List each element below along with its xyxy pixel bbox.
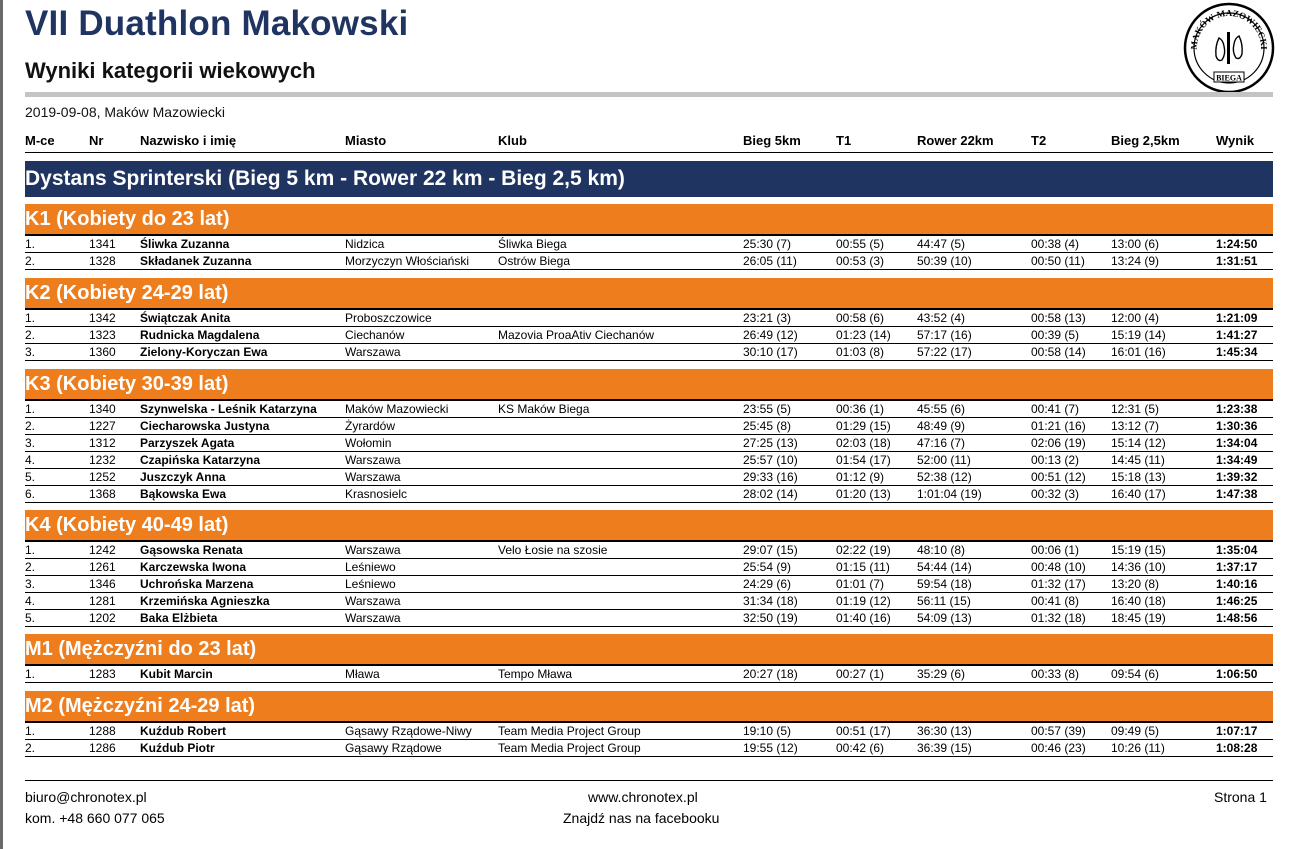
event-date-place: 2019-09-08, Maków Mazowiecki: [25, 104, 225, 120]
cell-nr: 1261: [89, 560, 116, 574]
cell-run2: 13:20 (8): [1111, 577, 1160, 591]
table-row: [25, 236, 1273, 253]
cell-t1: 00:58 (6): [836, 311, 885, 325]
cell-run2: 16:40 (18): [1111, 594, 1166, 608]
cell-t2: 00:33 (8): [1031, 667, 1080, 681]
cell-t2: 00:41 (7): [1031, 402, 1080, 416]
cell-name: Baka Elżbieta: [140, 611, 218, 625]
cell-t2: 00:46 (23): [1031, 741, 1086, 755]
cell-t2: 00:32 (3): [1031, 487, 1080, 501]
cell-bike: 45:55 (6): [917, 402, 966, 416]
cell-run1: 26:49 (12): [743, 328, 798, 342]
cell-run2: 13:00 (6): [1111, 237, 1160, 251]
cell-place: 1.: [25, 543, 36, 557]
cell-run1: 25:54 (9): [743, 560, 792, 574]
cell-t1: 01:20 (13): [836, 487, 891, 501]
cell-t2: 00:06 (1): [1031, 543, 1080, 557]
cell-t1: 00:36 (1): [836, 402, 885, 416]
cell-name: Kuźdub Piotr: [140, 741, 215, 755]
cell-result: 1:40:16: [1216, 577, 1258, 591]
header-divider: [25, 92, 1273, 97]
cell-name: Gąsowska Renata: [140, 543, 243, 557]
cell-nr: 1288: [89, 724, 116, 738]
cell-name: Parzyszek Agata: [140, 436, 235, 450]
footer-divider: [25, 780, 1273, 781]
category-title: K2 (Kobiety 24-29 lat): [25, 282, 229, 304]
cell-run1: 26:05 (11): [743, 254, 797, 268]
cell-name: Kubit Marcin: [140, 667, 213, 681]
cell-place: 1.: [25, 724, 36, 738]
cell-t1: 00:42 (6): [836, 741, 885, 755]
cell-city: Żyrardów: [345, 419, 396, 433]
cell-club: Ostrów Biega: [498, 254, 571, 268]
cell-nr: 1340: [89, 402, 116, 416]
cell-city: Morzyczyn Włościański: [345, 254, 470, 268]
cell-run2: 14:36 (10): [1111, 560, 1166, 574]
cell-name: Rudnicka Magdalena: [140, 328, 260, 342]
cell-t2: 00:13 (2): [1031, 453, 1080, 467]
table-row: [25, 666, 1273, 683]
cell-nr: 1341: [89, 237, 116, 251]
cell-city: Gąsawy Rządowe-Niwy: [345, 724, 472, 738]
cell-place: 2.: [25, 741, 36, 755]
cell-run2: 18:45 (19): [1111, 611, 1166, 625]
cell-run2: 16:40 (17): [1111, 487, 1166, 501]
cell-t1: 00:55 (5): [836, 237, 885, 251]
cell-run2: 12:31 (5): [1111, 402, 1160, 416]
col-city: Miasto: [345, 133, 387, 148]
cell-bike: 48:49 (9): [917, 419, 966, 433]
cell-club: Mazovia ProaAtiv Ciechanów: [498, 328, 655, 342]
cell-run1: 32:50 (19): [743, 611, 798, 625]
cell-bike: 54:09 (13): [917, 611, 972, 625]
cell-name: Juszczyk Anna: [140, 470, 226, 484]
col-bike: Rower 22km: [917, 133, 994, 148]
cell-name: Krzemińska Agnieszka: [140, 594, 270, 608]
cell-run1: 29:33 (16): [743, 470, 798, 484]
cell-city: Warszawa: [345, 453, 401, 467]
cell-city: Leśniewo: [345, 577, 396, 591]
cell-nr: 1227: [89, 419, 116, 433]
cell-place: 2.: [25, 419, 36, 433]
cell-t2: 00:39 (5): [1031, 328, 1080, 342]
cell-place: 3.: [25, 436, 36, 450]
table-row: [25, 593, 1273, 610]
col-run2: Bieg 2,5km: [1111, 133, 1180, 148]
table-row: [25, 310, 1273, 327]
cell-run1: 27:25 (13): [743, 436, 798, 450]
cell-bike: 57:22 (17): [917, 345, 972, 359]
cell-run2: 13:12 (7): [1111, 419, 1160, 433]
col-run1: Bieg 5km: [743, 133, 801, 148]
table-row: [25, 559, 1273, 576]
distance-banner: [25, 161, 1273, 197]
cell-name: Świątczak Anita: [140, 311, 231, 325]
category-title: K3 (Kobiety 30-39 lat): [25, 373, 229, 395]
cell-nr: 1283: [89, 667, 116, 681]
cell-club: Velo Łosie na szosie: [498, 543, 608, 557]
table-row: [25, 253, 1273, 270]
cell-city: Nidzica: [345, 237, 385, 251]
cell-club: Śliwka Biega: [498, 237, 567, 251]
cell-city: Leśniewo: [345, 560, 396, 574]
cell-t2: 02:06 (19): [1031, 436, 1086, 450]
cell-t2: 00:50 (11): [1031, 254, 1085, 268]
cell-name: Ciecharowska Justyna: [140, 419, 270, 433]
cell-result: 1:34:49: [1216, 453, 1258, 467]
category-banner: [25, 369, 1273, 401]
cell-city: Warszawa: [345, 470, 401, 484]
col-place: M-ce: [25, 133, 55, 148]
cell-t2: 00:48 (10): [1031, 560, 1086, 574]
cell-bike: 57:17 (16): [917, 328, 972, 342]
cell-bike: 1:01:04 (19): [917, 487, 982, 501]
cell-place: 2.: [25, 560, 36, 574]
cell-t1: 01:15 (11): [836, 560, 890, 574]
cell-club: Team Media Project Group: [498, 741, 641, 755]
cell-bike: 36:30 (13): [917, 724, 972, 738]
cell-run1: 19:10 (5): [743, 724, 792, 738]
cell-nr: 1328: [89, 254, 116, 268]
table-row: [25, 435, 1273, 452]
cell-t1: 01:03 (8): [836, 345, 885, 359]
cell-name: Składanek Zuzanna: [140, 254, 252, 268]
cell-t2: 00:41 (8): [1031, 594, 1080, 608]
table-row: [25, 469, 1273, 486]
cell-name: Uchrońska Marzena: [140, 577, 254, 591]
cell-run2: 14:45 (11): [1111, 453, 1165, 467]
cell-bike: 54:44 (14): [917, 560, 972, 574]
cell-run1: 29:07 (15): [743, 543, 798, 557]
cell-result: 1:07:17: [1216, 724, 1258, 738]
cell-t2: 01:32 (17): [1031, 577, 1086, 591]
cell-nr: 1202: [89, 611, 116, 625]
table-row: [25, 452, 1273, 469]
cell-run1: 20:27 (18): [743, 667, 798, 681]
cell-run2: 15:14 (12): [1111, 436, 1166, 450]
cell-nr: 1242: [89, 543, 116, 557]
cell-run1: 25:30 (7): [743, 237, 792, 251]
cell-run2: 15:19 (14): [1111, 328, 1166, 342]
cell-city: Krasnosielc: [345, 487, 408, 501]
category-banner: [25, 691, 1273, 723]
table-row: [25, 327, 1273, 344]
cell-bike: 35:29 (6): [917, 667, 966, 681]
cell-city: Gąsawy Rządowe: [345, 741, 442, 755]
cell-result: 1:46:25: [1216, 594, 1258, 608]
cell-t1: 01:19 (12): [836, 594, 891, 608]
cell-run2: 09:49 (5): [1111, 724, 1160, 738]
cell-run2: 15:18 (13): [1111, 470, 1166, 484]
cell-t1: 00:51 (17): [836, 724, 891, 738]
cell-result: 1:08:28: [1216, 741, 1258, 755]
footer-facebook: Znajdź nas na facebooku: [563, 810, 720, 826]
cell-result: 1:23:38: [1216, 402, 1258, 416]
cell-bike: 44:47 (5): [917, 237, 966, 251]
cell-city: Warszawa: [345, 345, 401, 359]
cell-name: Bąkowska Ewa: [140, 487, 227, 501]
cell-place: 2.: [25, 254, 36, 268]
category-banner: [25, 510, 1273, 542]
category-title: M2 (Mężczyźni 24-29 lat): [25, 695, 256, 717]
cell-result: 1:39:32: [1216, 470, 1258, 484]
cell-name: Śliwka Zuzanna: [140, 237, 230, 251]
cell-run1: 23:21 (3): [743, 311, 792, 325]
cell-result: 1:24:50: [1216, 237, 1258, 251]
table-row: [25, 740, 1273, 757]
cell-result: 1:47:38: [1216, 487, 1258, 501]
cell-club: KS Maków Biega: [498, 402, 590, 416]
cell-run2: 16:01 (16): [1111, 345, 1166, 359]
cell-t1: 01:01 (7): [836, 577, 885, 591]
cell-city: Mława: [345, 667, 380, 681]
footer-email: biuro@chronotex.pl: [25, 789, 147, 805]
table-row: [25, 486, 1273, 503]
cell-result: 1:34:04: [1216, 436, 1258, 450]
cell-place: 6.: [25, 487, 36, 501]
cell-t1: 00:27 (1): [836, 667, 885, 681]
cell-nr: 1346: [89, 577, 116, 591]
cell-nr: 1252: [89, 470, 116, 484]
cell-city: Proboszczowice: [345, 311, 432, 325]
cell-city: Maków Mazowiecki: [345, 402, 449, 416]
footer-phone: kom. +48 660 077 065: [25, 810, 165, 826]
cell-nr: 1281: [89, 594, 116, 608]
col-club: Klub: [498, 133, 527, 148]
cell-nr: 1323: [89, 328, 116, 342]
cell-bike: 36:39 (15): [917, 741, 972, 755]
cell-run2: 15:19 (15): [1111, 543, 1166, 557]
cell-bike: 43:52 (4): [917, 311, 966, 325]
cell-place: 1.: [25, 237, 36, 251]
cell-place: 5.: [25, 470, 36, 484]
cell-place: 1.: [25, 311, 36, 325]
logo-bottom-text: BIEGA: [1216, 73, 1242, 83]
cell-nr: 1232: [89, 453, 116, 467]
cell-city: Wołomin: [345, 436, 392, 450]
col-nr: Nr: [89, 133, 104, 148]
table-row: [25, 344, 1273, 361]
cell-place: 5.: [25, 611, 36, 625]
cell-place: 1.: [25, 667, 36, 681]
cell-t2: 01:21 (16): [1031, 419, 1086, 433]
cell-name: Zielony-Koryczan Ewa: [140, 345, 268, 359]
cell-result: 1:35:04: [1216, 543, 1258, 557]
cell-bike: 56:11 (15): [917, 594, 971, 608]
cell-place: 1.: [25, 402, 36, 416]
makow-biega-logo-icon: [1183, 2, 1275, 94]
cell-city: Warszawa: [345, 611, 401, 625]
cell-nr: 1368: [89, 487, 116, 501]
cell-t2: 00:38 (4): [1031, 237, 1080, 251]
cell-nr: 1360: [89, 345, 116, 359]
cell-run2: 13:24 (9): [1111, 254, 1160, 268]
cell-run2: 12:00 (4): [1111, 311, 1160, 325]
cell-t1: 02:03 (18): [836, 436, 891, 450]
cell-place: 4.: [25, 453, 36, 467]
col-t1: T1: [836, 133, 852, 148]
cell-t1: 01:54 (17): [836, 453, 891, 467]
cell-bike: 52:38 (12): [917, 470, 972, 484]
cell-bike: 50:39 (10): [917, 254, 972, 268]
cell-t1: 01:23 (14): [836, 328, 891, 342]
cell-place: 3.: [25, 345, 36, 359]
cell-t2: 00:58 (14): [1031, 345, 1086, 359]
cell-run2: 10:26 (11): [1111, 741, 1165, 755]
cell-city: Warszawa: [345, 543, 401, 557]
cell-run1: 25:45 (8): [743, 419, 792, 433]
cell-run1: 31:34 (18): [743, 594, 798, 608]
col-t2: T2: [1031, 133, 1047, 148]
table-row: [25, 401, 1273, 418]
cell-t2: 01:32 (18): [1031, 611, 1086, 625]
cell-name: Karczewska Iwona: [140, 560, 247, 574]
cell-run1: 24:29 (6): [743, 577, 792, 591]
cell-place: 2.: [25, 328, 36, 342]
cell-run1: 25:57 (10): [743, 453, 798, 467]
col-name: Nazwisko i imię: [140, 133, 237, 148]
footer-website: www.chronotex.pl: [588, 789, 698, 805]
cell-bike: 47:16 (7): [917, 436, 966, 450]
col-result: Wynik: [1216, 133, 1255, 148]
cell-name: Czapińska Katarzyna: [140, 453, 261, 467]
cell-t1: 01:40 (16): [836, 611, 891, 625]
cell-run1: 30:10 (17): [743, 345, 798, 359]
category-banner: [25, 278, 1273, 310]
cell-t1: 02:22 (19): [836, 543, 891, 557]
cell-run2: 09:54 (6): [1111, 667, 1160, 681]
cell-run1: 23:55 (5): [743, 402, 792, 416]
category-title: K4 (Kobiety 40-49 lat): [25, 514, 229, 536]
table-row: [25, 418, 1273, 435]
table-row: [25, 610, 1273, 627]
cell-t2: 00:58 (13): [1031, 311, 1086, 325]
cell-club: Team Media Project Group: [498, 724, 641, 738]
page-title: VII Duathlon Makowski: [25, 4, 409, 43]
category-banner: [25, 634, 1273, 666]
footer-page-number: Strona 1: [1214, 789, 1267, 805]
cell-result: 1:41:27: [1216, 328, 1258, 342]
cell-nr: 1286: [89, 741, 116, 755]
cell-nr: 1312: [89, 436, 116, 450]
cell-place: 3.: [25, 577, 36, 591]
cell-result: 1:30:36: [1216, 419, 1258, 433]
cell-result: 1:48:56: [1216, 611, 1258, 625]
cell-bike: 52:00 (11): [917, 453, 971, 467]
cell-place: 4.: [25, 594, 36, 608]
cell-name: Szynwelska - Leśnik Katarzyna: [140, 402, 317, 416]
category-title: K1 (Kobiety do 23 lat): [25, 208, 230, 230]
table-row: [25, 576, 1273, 593]
page-subtitle: Wyniki kategorii wiekowych: [25, 58, 316, 83]
table-row: [25, 723, 1273, 740]
cell-nr: 1342: [89, 311, 116, 325]
cell-t1: 00:53 (3): [836, 254, 885, 268]
cell-t2: 00:57 (39): [1031, 724, 1086, 738]
cell-bike: 59:54 (18): [917, 577, 972, 591]
category-title: M1 (Mężczyźni do 23 lat): [25, 638, 257, 660]
cell-t2: 00:51 (12): [1031, 470, 1086, 484]
cell-t1: 01:29 (15): [836, 419, 891, 433]
page-left-border: [0, 0, 3, 849]
cell-result: 1:21:09: [1216, 311, 1258, 325]
category-banner: [25, 204, 1273, 236]
cell-result: 1:37:17: [1216, 560, 1258, 574]
cell-bike: 48:10 (8): [917, 543, 966, 557]
cell-club: Tempo Mława: [498, 667, 573, 681]
cell-result: 1:06:50: [1216, 667, 1258, 681]
logo-top-text: MAKÓW MAZOWIECKI: [1188, 7, 1270, 50]
cell-t1: 01:12 (9): [836, 470, 885, 484]
cell-result: 1:31:51: [1216, 254, 1258, 268]
column-headers: [25, 132, 1273, 153]
cell-city: Warszawa: [345, 594, 401, 608]
cell-name: Kuźdub Robert: [140, 724, 226, 738]
distance-title: Dystans Sprinterski (Bieg 5 km - Rower 22 km - Bieg 2,5 km): [25, 167, 625, 190]
table-row: [25, 542, 1273, 559]
cell-result: 1:45:34: [1216, 345, 1258, 359]
cell-city: Ciechanów: [345, 328, 405, 342]
cell-run1: 19:55 (12): [743, 741, 798, 755]
cell-run1: 28:02 (14): [743, 487, 798, 501]
